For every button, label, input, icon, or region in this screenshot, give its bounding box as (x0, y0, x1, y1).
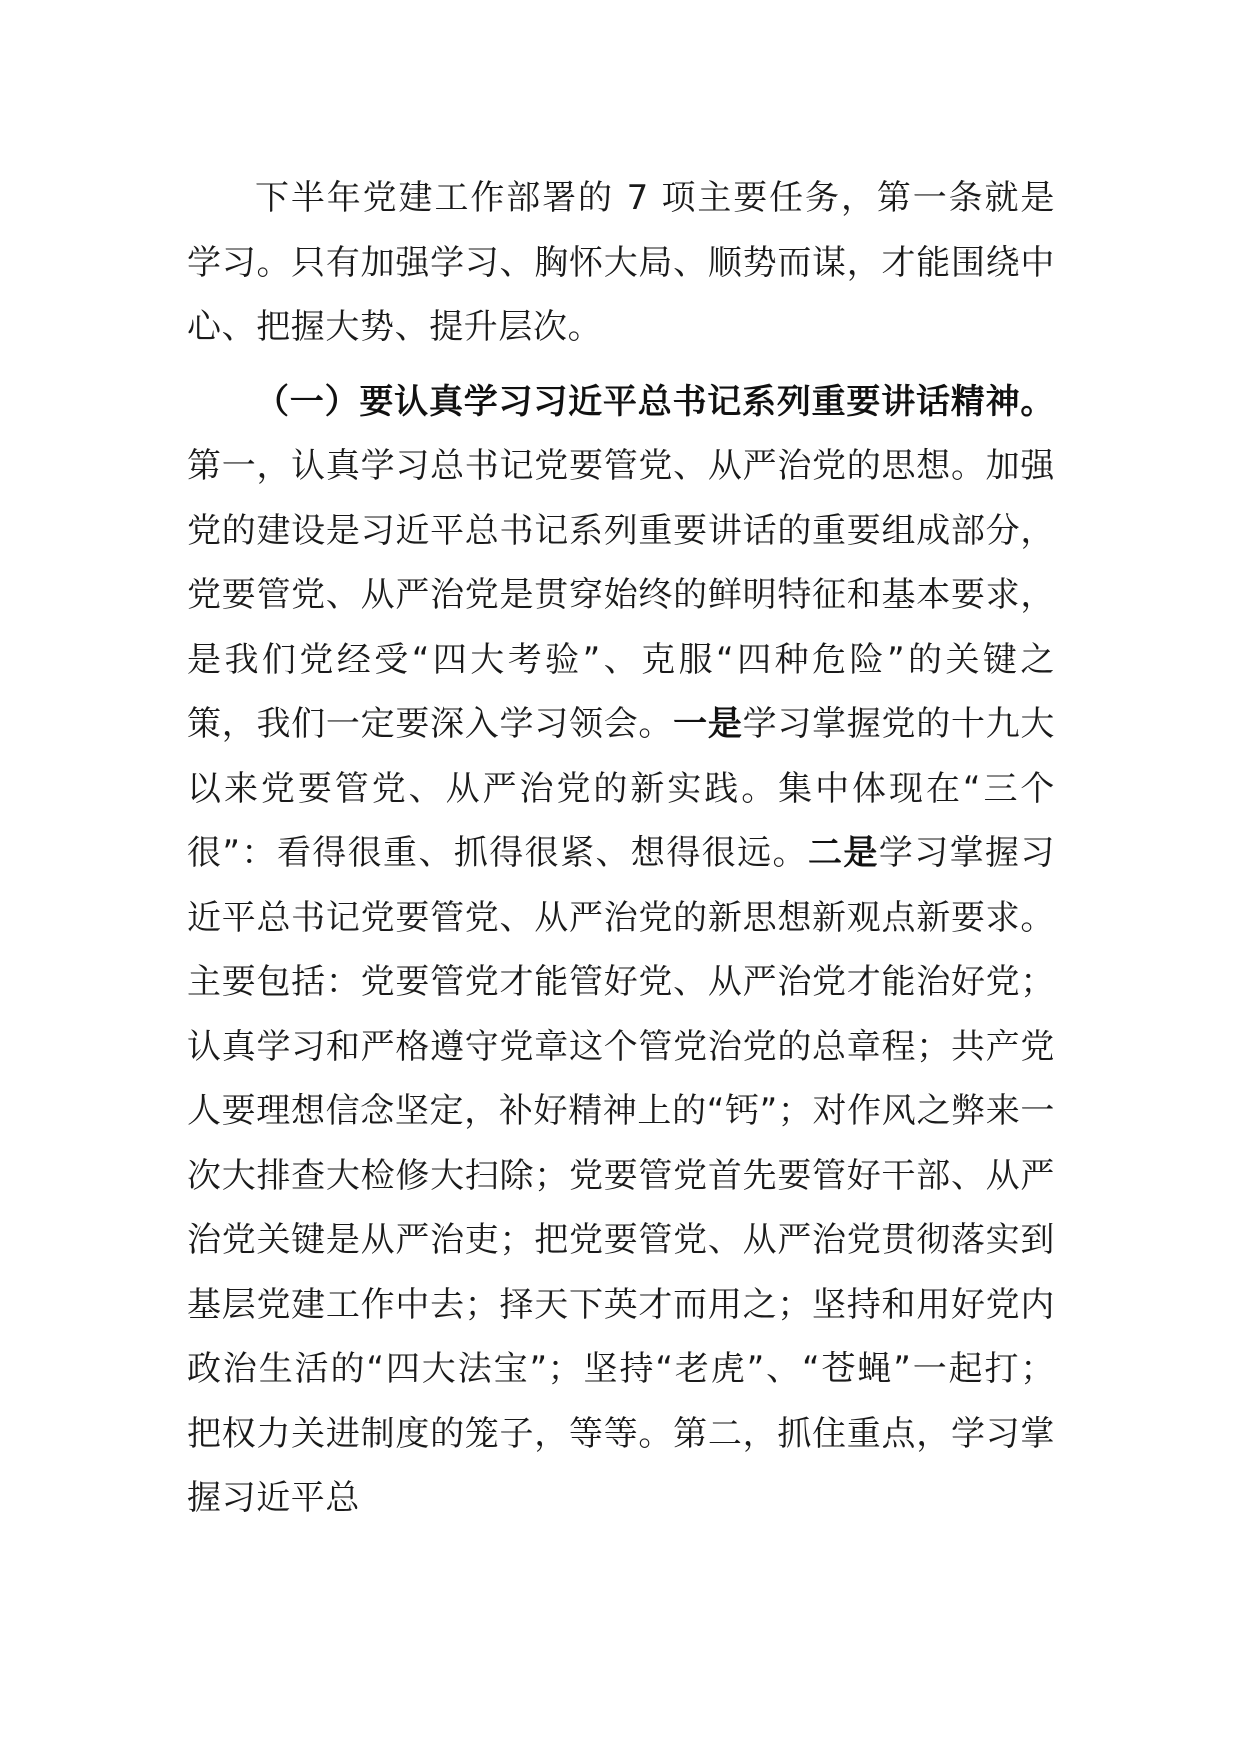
paragraph-text: 学习掌握习近平总书记党要管党、从严治党的新思想新观点新要求。主要包括：党要管党才能管好党、从严治党才能治好党；认真学习和严格遵守党章这个管党治党的总章程；共产党人要理想信念坚定，补好精神上的“钙”；对作风之弊来一次大排查大检修大扫除；党要管党首先要管好干部、从严治党关键是从严治吏；把党要管党、从严治党贯彻落实到基层党建工作中去；择天下英才而用之；坚持和用好党内政治生活的“四大法宝”；坚持“老虎”、“苍蝇”一起打；把权力关进制度的笼子，等等。第二，抓住重点，学习掌握习近平总 (187, 833, 1056, 1518)
paragraph-text: 第一，认真学习总书记党要管党、从严治党的思想。加强党的建设是习近平总书记系列重要讲话的重要组成部分，党要管党、从严治党是贯穿始终的鲜明特征和基本要求，是我们党经受“四大考验”、克服“四种危险”的关键之策，我们一定要深入学习领会。 (187, 446, 1055, 744)
paragraph-text: 学习掌握党的十九大以来党要管党、从严治党的新实践。集中体现在“三个很”：看得很重、抓得很紧、想得很远。 (187, 704, 1055, 873)
section-heading: （一）要认真学习习近平总书记系列重要讲话精神。 (255, 381, 1055, 422)
emphasis-marker: 二是 (807, 833, 879, 873)
emphasis-marker: 一是 (673, 704, 743, 744)
paragraph-section-one (187, 370, 1055, 1531)
document-body (187, 166, 1055, 1531)
paragraph-intro: 下半年党建工作部署的 7 项主要任务，第一条就是学习。只有加强学习、胸怀大局、顺势而谋，才能围绕中心、把握大势、提升层次。 (187, 178, 1055, 347)
